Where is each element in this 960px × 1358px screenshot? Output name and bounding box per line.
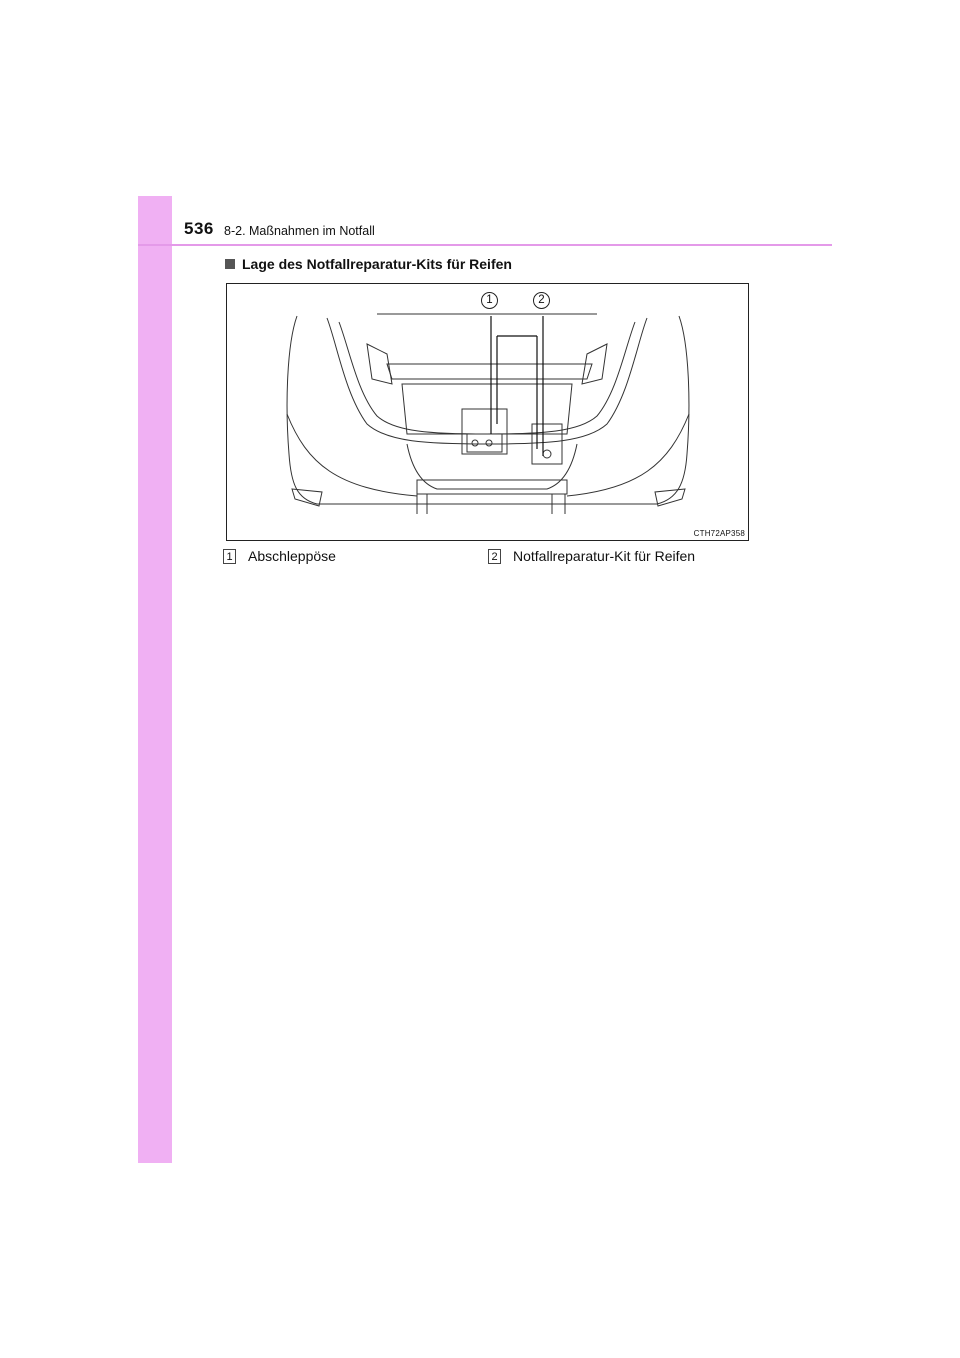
legend-label: Notfallreparatur-Kit für Reifen [513,548,696,564]
figure-code: CTH72AP358 [693,529,745,538]
legend-label: Abschleppöse [248,548,336,564]
heading-text: Lage des Notfallreparatur-Kits für Reifen [242,256,512,272]
legend-item-2 [488,548,695,564]
header-tab [138,196,172,248]
callout-2: 2 [533,292,550,309]
legend-number: 2 [488,549,501,564]
legend-number: 1 [223,549,236,564]
page-margin-bar [138,196,172,1163]
section-title: 8-2. Maßnahmen im Notfall [224,224,375,238]
trunk-illustration [226,283,749,541]
legend-item-1 [223,548,336,564]
bullet-square-icon [225,259,235,269]
subsection-heading [225,256,512,272]
header-rule [138,244,832,246]
car-rear-drawing [227,284,750,542]
page-number: 536 [184,219,214,238]
callout-1: 1 [481,292,498,309]
